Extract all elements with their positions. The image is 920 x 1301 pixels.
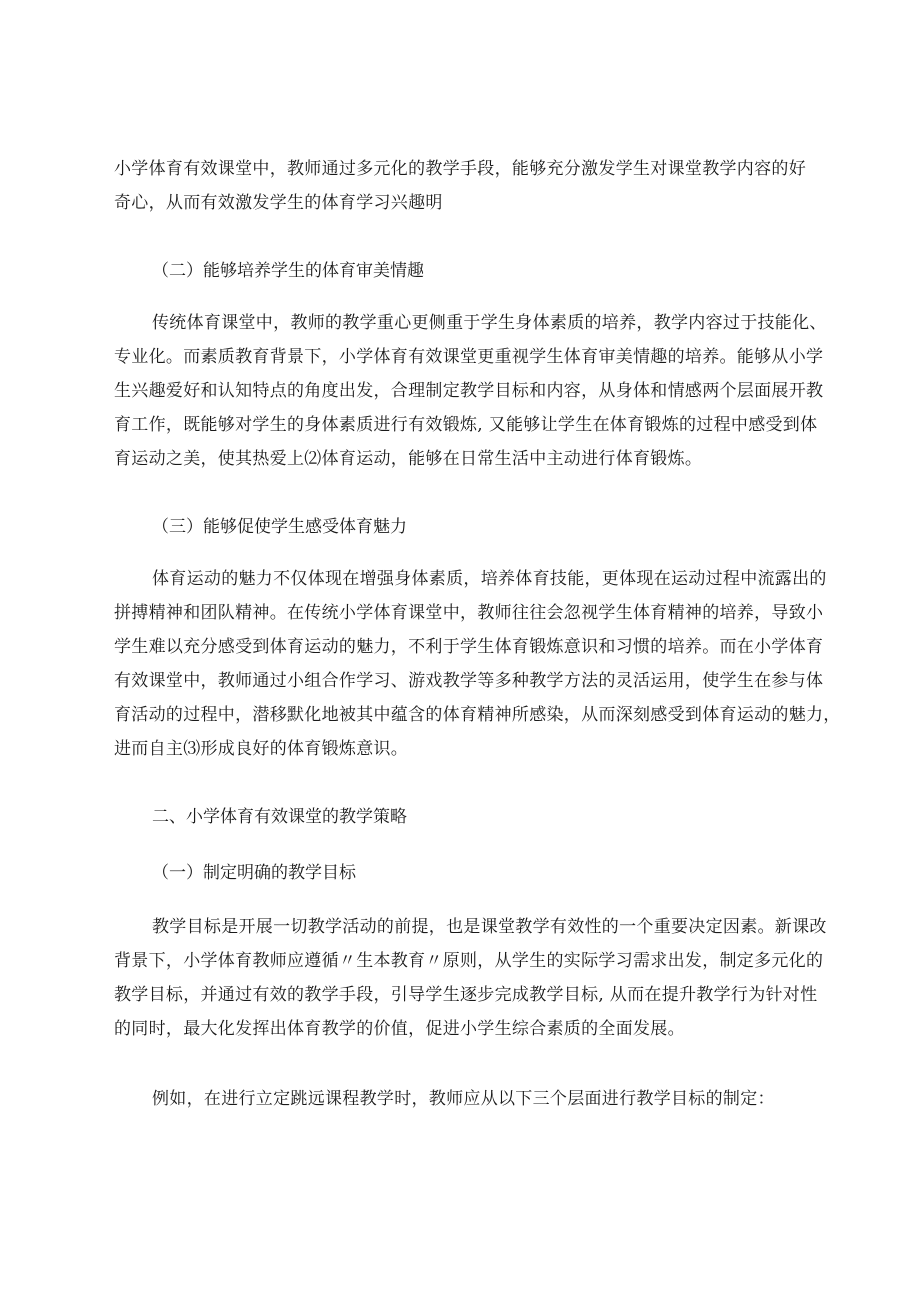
- text-line: 传统体育课堂中，教师的教学重心更侧重于学生身体素质的培养，教学内容过于技能化、: [152, 313, 827, 333]
- paragraph-charm: [114, 562, 841, 766]
- text-line: 拼搏精神和团队精神。在传统小学体育课堂中，教师往往会忽视学生体育精神的培养，导致小: [114, 603, 824, 623]
- paragraph-example: [114, 1082, 814, 1116]
- text-line: 小学体育有效课堂中，教师通过多元化的教学手段，能够充分激发学生对课堂教学内容的好: [114, 159, 806, 179]
- text-line: 学生难以充分感受到体育运动的魅力，不利于学生体育锻炼意识和习惯的培养。而在小学体育: [114, 637, 824, 657]
- text-line: 体育运动的魅力不仅体现在增强身体素质，培养体育技能，更体现在运动过程中流露出的: [152, 569, 827, 589]
- text-line: 奇心，从而有效激发学生的体育学习兴趣明: [114, 193, 443, 213]
- paragraph-intro: [114, 152, 814, 220]
- subheading-goals: （一）制定明确的教学目标: [152, 863, 356, 883]
- text-line: 生兴趣爱好和认知特点的角度出发，合理制定教学目标和内容，从身体和情感两个层面展开教: [114, 381, 824, 401]
- text-line: 例如，在进行立定跳远课程教学时，教师应从以下三个层面进行教学目标的制定：: [152, 1089, 775, 1109]
- text-line: 教学目标是开展一切教学活动的前提，也是课堂教学有效性的一个重要决定因素。新课改: [152, 917, 827, 937]
- text-line: 育工作，既能够对学生的身体素质进行有效锻炼, 又能够让学生在体育锻炼的过程中感受到体: [114, 415, 818, 435]
- text-line: 育活动的过程中，潜移默化地被其中蕴含的体育精神所感染，从而深刻感受到体育运动的魅力，: [114, 705, 841, 725]
- section-heading-strategies: 二、小学体育有效课堂的教学策略: [152, 807, 407, 827]
- paragraph-goals: [114, 910, 827, 1046]
- text-line: 背景下，小学体育教师应遵循〃生本教育〃原则，从学生的实际学习需求出发，制定多元化的: [114, 951, 824, 971]
- text-line: 育运动之美，使其热爱上⑵体育运动，能够在日常生活中主动进行体育锻炼。: [114, 449, 703, 469]
- subheading-aesthetic: （二）能够培养学生的体育审美情趣: [152, 261, 424, 281]
- text-line: 教学目标，并通过有效的教学手段，引导学生逐步完成教学目标, 从而在提升教学行为针对性: [114, 985, 818, 1005]
- text-line: 有效课堂中，教师通过小组合作学习、游戏教学等多种教学方法的灵活运用，使学生在参与体: [114, 671, 824, 691]
- paragraph-aesthetic: [114, 306, 827, 476]
- text-line: 进而自主⑶形成良好的体育锻炼意识。: [114, 739, 409, 759]
- text-line: 的同时，最大化发挥出体育教学的价值，促进小学生综合素质的全面发展。: [114, 1019, 685, 1039]
- subheading-charm: （三）能够促使学生感受体育魅力: [152, 517, 407, 537]
- text-line: 专业化。而素质教育背景下，小学体育有效课堂更重视学生体育审美情趣的培养。能够从小学: [114, 347, 824, 367]
